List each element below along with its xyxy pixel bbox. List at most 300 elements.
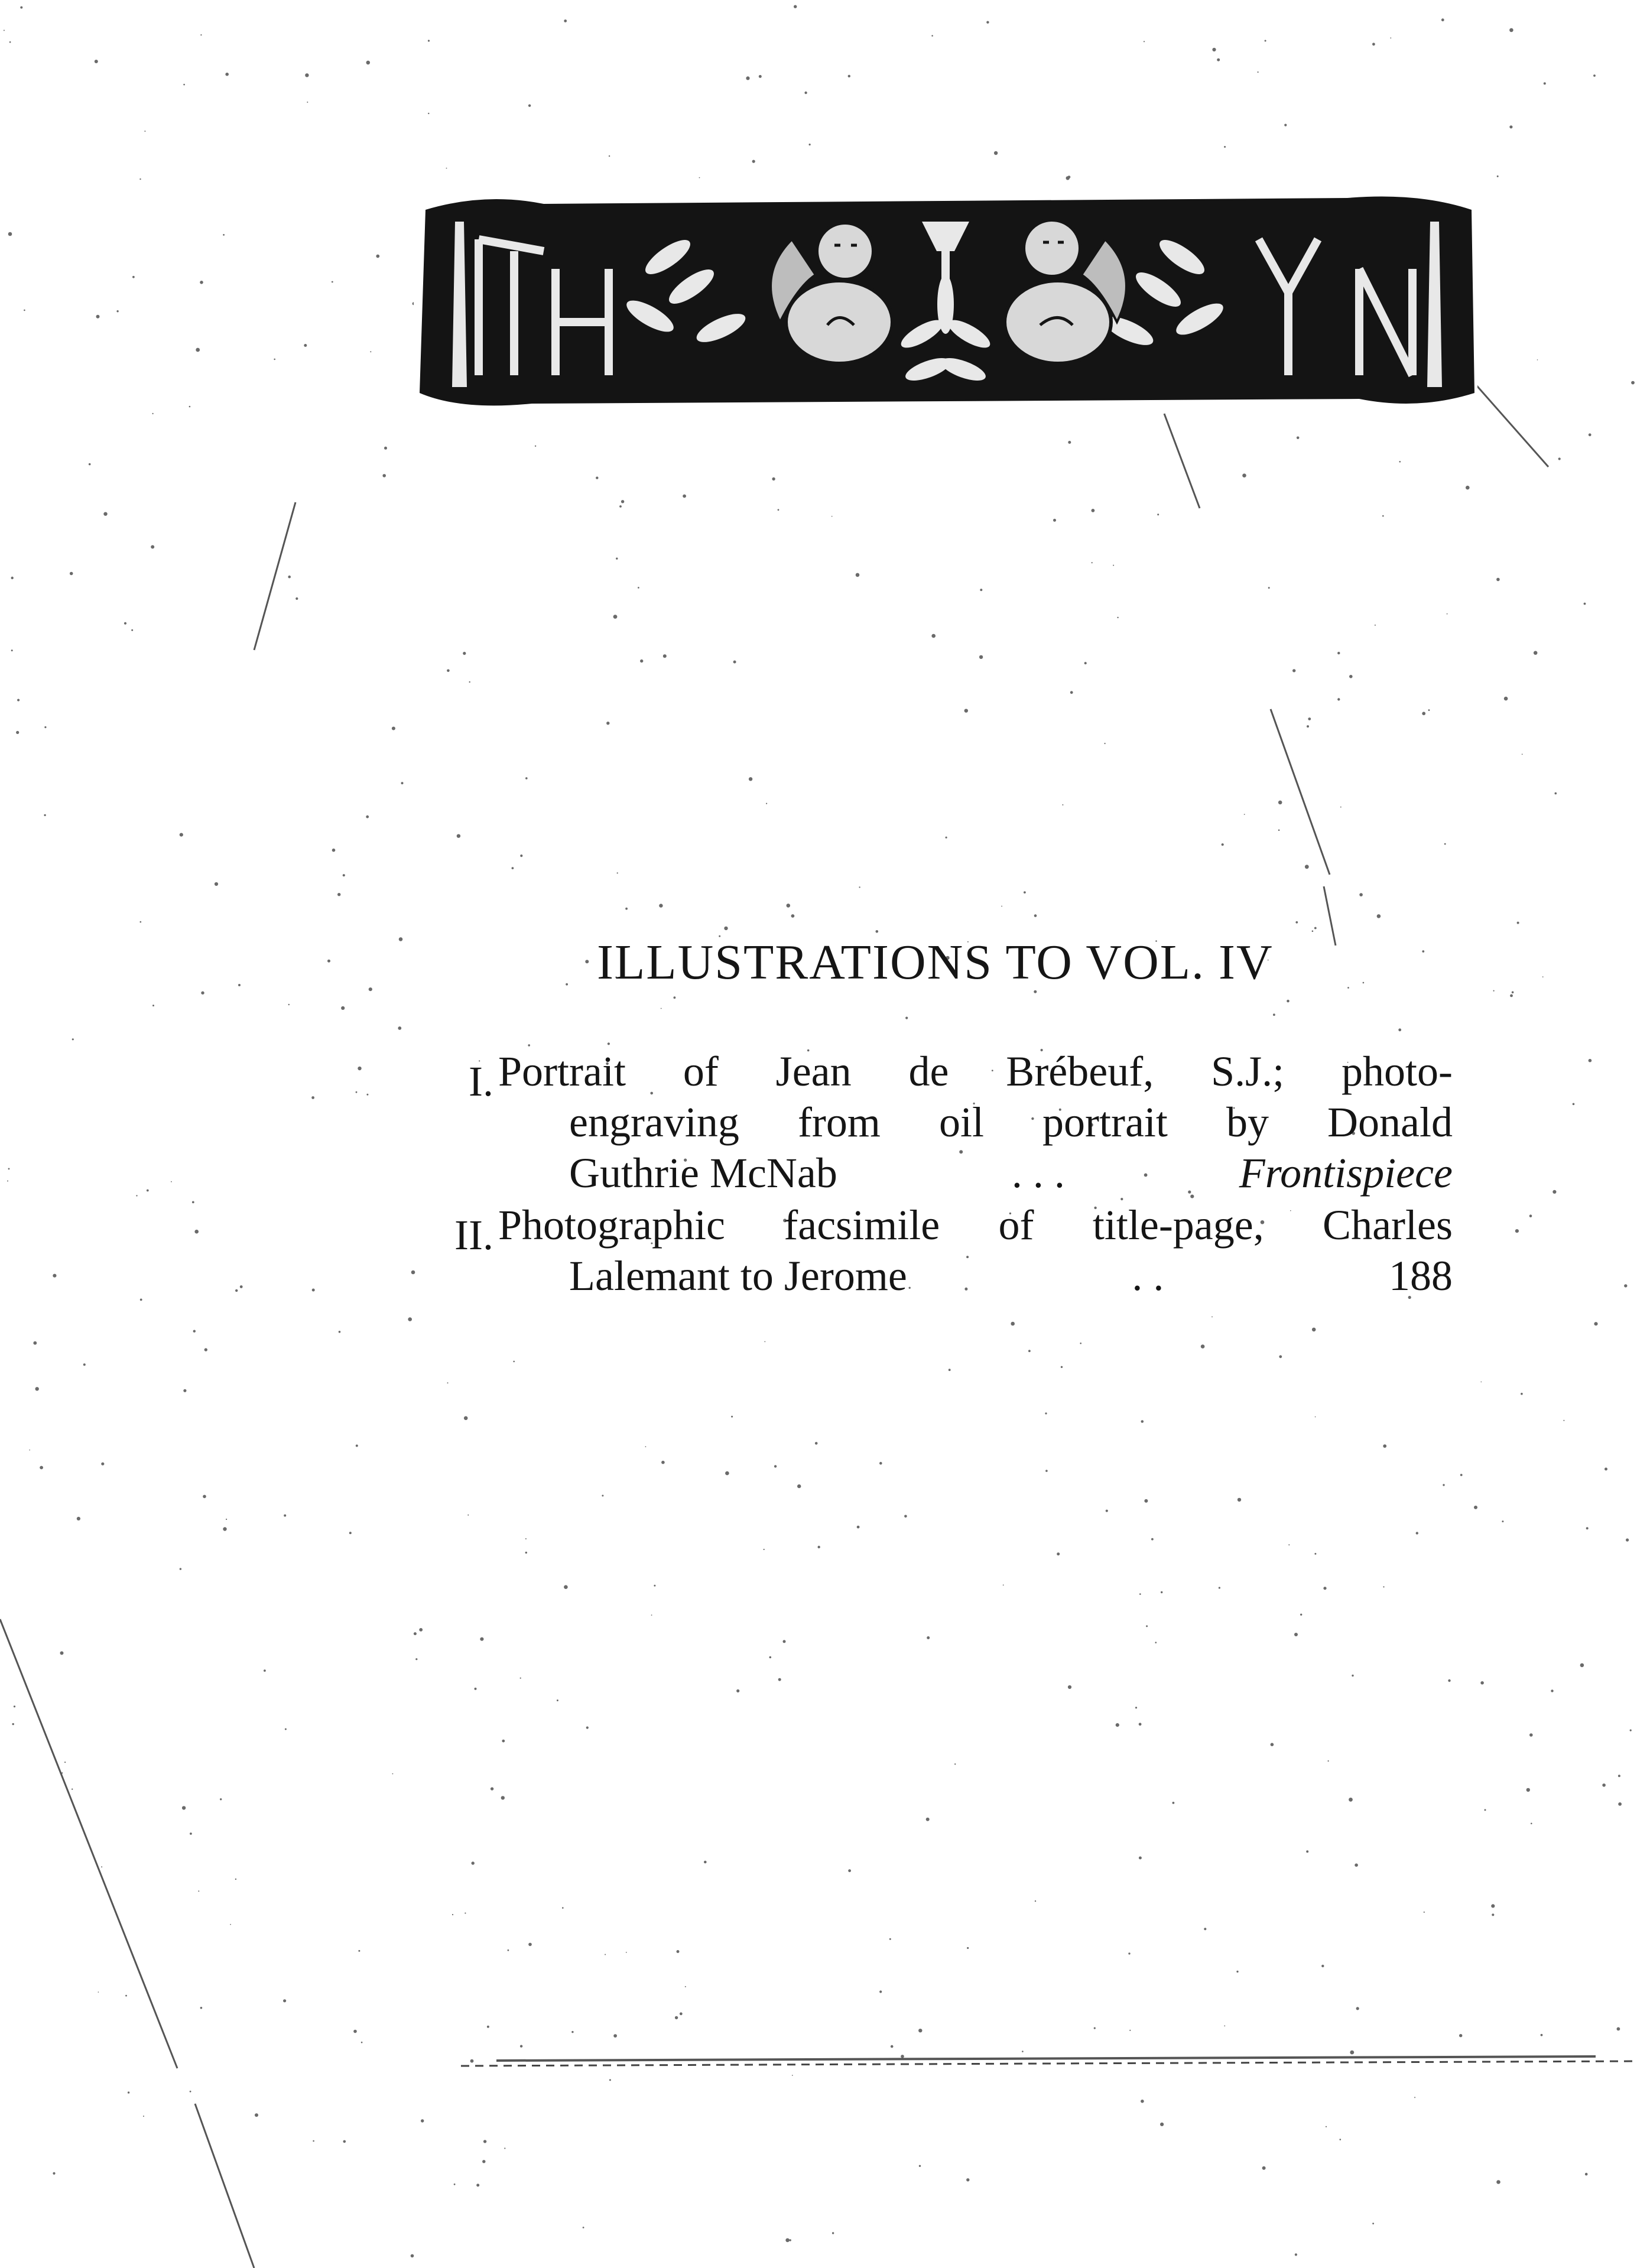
scan-speck <box>1068 441 1071 444</box>
scan-speck <box>1028 1350 1031 1352</box>
scan-speck <box>463 652 466 655</box>
scan-speck <box>1144 1499 1148 1503</box>
scan-speck <box>255 2113 258 2117</box>
scan-speck <box>1515 1229 1519 1233</box>
scan-speck <box>1589 1059 1592 1062</box>
scan-speck <box>1003 1584 1004 1585</box>
scan-speck <box>1544 82 1546 85</box>
scan-speck <box>60 1651 64 1655</box>
scan-speck <box>411 2254 414 2258</box>
scan-speck <box>1106 1510 1108 1512</box>
scan-speck <box>613 615 618 619</box>
scan-speck <box>1555 792 1557 795</box>
scan-speck <box>725 1471 729 1476</box>
scan-speck <box>399 937 403 941</box>
scan-speck <box>609 155 610 157</box>
scan-speck <box>504 2147 505 2149</box>
scan-speck <box>392 1773 394 1775</box>
scan-speck <box>778 509 779 511</box>
scan-speck <box>203 1495 206 1499</box>
scan-speck <box>12 1723 14 1725</box>
scan-speck <box>1172 1802 1175 1804</box>
scan-speck <box>1053 519 1056 522</box>
scan-speck <box>200 34 202 35</box>
scan-speck <box>29 1450 30 1451</box>
scan-speck <box>1113 565 1114 566</box>
page-title: ILLUSTRATIONS TO VOL. IV <box>597 935 1274 990</box>
scan-speck <box>731 1416 733 1418</box>
scan-speck <box>876 930 879 933</box>
scan-speck <box>1585 2173 1588 2176</box>
scan-speck <box>1262 2166 1266 2170</box>
scan-speck <box>1279 1355 1282 1358</box>
leader-dots: . . <box>1132 1252 1164 1299</box>
scan-speck <box>651 1614 652 1616</box>
scan-speck <box>1624 1284 1627 1287</box>
scan-speck <box>640 659 643 662</box>
scan-speck <box>204 1348 207 1351</box>
scan-speck <box>986 21 989 24</box>
scan-speck <box>152 413 154 414</box>
scan-speck <box>1584 603 1586 605</box>
entry-text <box>498 1046 1453 1198</box>
scan-speck <box>1626 1538 1629 1541</box>
scan-speck <box>125 1995 127 1997</box>
scan-speck <box>343 2140 346 2143</box>
scan-speck <box>491 1787 493 1790</box>
scan-speck <box>1466 486 1470 490</box>
scan-speck <box>1139 1857 1142 1860</box>
scan-speck <box>766 803 767 804</box>
scan-speck <box>1390 37 1391 38</box>
scan-speck <box>1416 1532 1418 1534</box>
scan-speck <box>879 1462 882 1465</box>
scan-speck <box>7 1181 8 1182</box>
scan-speck <box>585 960 589 963</box>
scan-speck <box>131 629 133 631</box>
scan-speck <box>1586 1527 1589 1529</box>
scan-speck <box>564 20 567 22</box>
scan-speck <box>1312 930 1314 932</box>
scan-speck <box>384 447 387 450</box>
scan-speck <box>790 2239 791 2241</box>
scan-speck <box>98 1991 99 1993</box>
scan-speck <box>1135 1707 1137 1708</box>
scan-speck <box>677 1950 680 1953</box>
scan-speck <box>1092 509 1095 512</box>
scan-speck <box>95 60 98 63</box>
scan-speck <box>774 1465 777 1467</box>
scan-speck <box>764 1549 765 1550</box>
scan-speck <box>230 1924 231 1925</box>
scan-speck <box>859 886 860 888</box>
scan-speck <box>40 1466 43 1470</box>
scan-speck <box>1326 2126 1327 2127</box>
scan-speck <box>223 234 225 236</box>
scan-speck <box>180 1568 181 1570</box>
scan-speck <box>724 927 727 930</box>
entry-numeral: II. <box>454 1211 493 1259</box>
scan-speck <box>520 1678 521 1679</box>
scan-speck <box>749 777 752 781</box>
scan-speck <box>1349 675 1353 678</box>
scan-speck <box>1414 2097 1415 2098</box>
scan-speck <box>1045 1470 1048 1472</box>
scan-speck <box>1151 1538 1154 1541</box>
scan-speck <box>201 992 204 995</box>
scan-speck <box>1139 1723 1142 1726</box>
scan-speck <box>1001 906 1002 907</box>
page-reference: Frontispiece <box>1239 1149 1453 1197</box>
scan-speck <box>621 500 624 503</box>
scan-speck <box>452 1914 453 1915</box>
scan-speck <box>1300 1614 1302 1616</box>
scan-speck <box>1307 725 1309 727</box>
scan-speck <box>901 2055 904 2058</box>
scan-speck <box>994 151 998 155</box>
scan-speck <box>1618 1775 1620 1777</box>
scan-speck <box>327 960 330 963</box>
scan-speck <box>1315 1416 1316 1418</box>
scan-speck <box>454 2183 456 2185</box>
scan-speck <box>1541 2034 1543 2036</box>
scan-speck <box>361 2042 363 2043</box>
scan-speck <box>1236 1971 1238 1973</box>
scan-speck <box>401 782 404 784</box>
scan-speck <box>349 1532 352 1534</box>
scan-speck <box>1509 28 1513 33</box>
scan-speck <box>1284 124 1287 126</box>
scan-speck <box>482 2160 485 2163</box>
scan-speck <box>946 837 947 839</box>
scan-speck <box>564 1585 568 1589</box>
scan-speck <box>223 1527 226 1531</box>
scan-speck <box>101 1866 102 1867</box>
scan-speck <box>183 84 185 86</box>
scan-speck <box>339 1331 341 1333</box>
scan-speck <box>343 874 345 876</box>
scan-speck <box>1504 697 1508 701</box>
scan-speck <box>487 2026 489 2028</box>
scan-speck <box>787 904 791 908</box>
scan-speck <box>1295 2253 1297 2256</box>
scan-speck <box>1022 2051 1024 2052</box>
scan-speck <box>1509 125 1512 128</box>
scan-speck <box>1340 807 1342 808</box>
scan-speck <box>1593 74 1596 77</box>
scan-speck <box>465 1912 466 1913</box>
scan-speck <box>857 1526 860 1529</box>
scan-speck <box>661 1461 665 1464</box>
scan-speck <box>341 1006 345 1010</box>
scan-speck <box>1157 514 1159 515</box>
scan-speck <box>1314 1553 1316 1555</box>
scan-speck <box>480 1637 483 1641</box>
scan-speck <box>1424 1912 1425 1913</box>
scan-speck <box>101 1463 104 1466</box>
scan-speck <box>794 5 797 8</box>
scan-speck <box>1422 712 1425 716</box>
scan-speck <box>1116 1723 1119 1727</box>
scan-speck <box>238 984 241 986</box>
scan-speck <box>919 2165 921 2167</box>
scan-speck <box>235 1879 236 1880</box>
scan-speck <box>675 2016 678 2019</box>
scan-speck <box>1080 1343 1081 1344</box>
scan-speck <box>446 168 447 169</box>
scan-speck <box>1481 1382 1482 1383</box>
scan-speck <box>1377 914 1381 918</box>
scan-speck <box>1602 1783 1606 1787</box>
scan-speck <box>769 1656 772 1659</box>
scan-speck <box>200 281 203 284</box>
scan-speck <box>356 1445 358 1447</box>
scan-speck <box>1061 1366 1063 1368</box>
scan-speck <box>240 1285 243 1288</box>
scan-speck <box>785 2238 790 2243</box>
scan-speck <box>1024 891 1026 893</box>
scan-speck <box>139 178 141 180</box>
scan-speck <box>414 1632 417 1635</box>
entry-text <box>498 1200 1453 1301</box>
scan-speck <box>70 572 73 576</box>
scan-speck <box>1349 1798 1353 1802</box>
scan-speck <box>1359 893 1363 896</box>
scan-speck <box>613 2034 617 2038</box>
scan-speck <box>1278 801 1282 805</box>
scan-speck <box>832 516 833 517</box>
scan-speck <box>1045 1412 1047 1414</box>
scan-speck <box>764 1341 765 1343</box>
scan-speck <box>1580 1663 1584 1668</box>
scan-speck <box>447 1382 449 1383</box>
scan-speck <box>1068 176 1071 178</box>
scan-speck <box>353 2030 357 2033</box>
scan-speck <box>1129 2030 1131 2031</box>
scan-speck <box>421 2119 424 2122</box>
scan-speck <box>752 160 755 163</box>
scan-speck <box>147 1190 149 1192</box>
scan-speck <box>193 1330 196 1333</box>
scan-speck <box>525 777 528 779</box>
scan-speck <box>1493 990 1495 992</box>
entry-line <box>498 1148 1453 1198</box>
scan-speck <box>1288 1544 1290 1545</box>
leader-dots: . . . <box>1011 1149 1065 1197</box>
scan-speck <box>4 30 5 31</box>
scan-speck <box>856 573 860 577</box>
scan-speck <box>608 1042 610 1045</box>
scan-speck <box>190 1832 192 1835</box>
scan-speck <box>566 983 568 986</box>
scan-speck <box>33 1341 37 1345</box>
scan-speck <box>1491 1904 1495 1908</box>
scan-speck <box>685 1986 686 1987</box>
scan-speck <box>931 634 936 638</box>
scan-speck <box>332 281 333 283</box>
scan-speck <box>1447 613 1448 615</box>
scan-speck <box>288 1004 290 1005</box>
scan-speck <box>1265 40 1266 42</box>
scan-speck <box>398 1026 401 1030</box>
scan-speck <box>1382 515 1384 517</box>
scan-speck <box>1589 433 1591 436</box>
scan-speck <box>183 1389 186 1392</box>
scan-speck <box>304 344 307 347</box>
scan-speck <box>415 1658 417 1660</box>
entry-line: engraving from oil portrait by Donald <box>569 1099 1453 1146</box>
scan-speck <box>428 113 429 114</box>
scan-speck <box>1448 1679 1450 1682</box>
scan-speck <box>1496 2180 1500 2184</box>
scan-speck <box>528 1943 532 1947</box>
scan-speck <box>1323 1587 1326 1590</box>
scan-speck <box>14 1705 15 1707</box>
scan-speck <box>35 1387 39 1390</box>
scan-speck <box>1314 927 1317 930</box>
scan-speck <box>53 2172 55 2175</box>
scan-speck <box>904 1515 907 1518</box>
scan-speck <box>124 622 126 625</box>
scan-speck <box>1204 1928 1206 1930</box>
scan-speck <box>1160 2123 1164 2126</box>
scan-speck <box>144 131 145 132</box>
scan-speck <box>11 649 13 651</box>
scan-speck <box>1594 1322 1597 1325</box>
scan-speck <box>1502 1520 1503 1522</box>
scan-speck <box>1551 1689 1553 1692</box>
scan-speck <box>746 76 749 80</box>
scan-speck <box>392 727 395 730</box>
scan-speck <box>1398 1028 1401 1031</box>
scan-speck <box>198 1890 199 1892</box>
scan-speck <box>9 41 11 43</box>
scan-speck <box>1258 72 1259 73</box>
scan-speck <box>1340 2139 1342 2140</box>
scan-speck <box>926 1818 930 1821</box>
scan-speck <box>283 1999 286 2002</box>
scan-speck <box>1308 717 1311 720</box>
scan-speck <box>103 512 107 516</box>
scan-speck <box>1070 691 1073 694</box>
scan-speck <box>571 2031 573 2033</box>
scan-speck <box>274 359 275 360</box>
scan-speck <box>152 1005 154 1006</box>
scan-speck <box>140 921 142 923</box>
scan-speck <box>736 1689 739 1692</box>
scan-speck <box>1092 562 1093 563</box>
scan-speck <box>528 105 531 107</box>
scan-speck <box>617 872 618 873</box>
scan-speck <box>1573 1103 1575 1106</box>
scan-speck <box>1355 1863 1358 1867</box>
scan-speck <box>1146 1625 1148 1627</box>
scan-speck <box>1630 1730 1632 1731</box>
scan-speck <box>235 1289 238 1292</box>
entry-line: Portrait of Jean de Brébeuf, S.J.; photo- <box>498 1048 1453 1095</box>
scan-speck <box>832 2232 834 2234</box>
scan-speck <box>1372 43 1375 46</box>
scan-speck <box>472 1861 475 1864</box>
scan-speck <box>447 670 450 672</box>
scan-speck <box>659 904 662 907</box>
scan-speck <box>1035 1900 1036 1902</box>
scan-speck <box>1062 804 1063 805</box>
scan-speck <box>358 1067 361 1070</box>
scan-speck <box>376 255 379 258</box>
scan-speck <box>1034 914 1037 917</box>
scan-speck <box>467 1515 469 1516</box>
scan-speck <box>1444 843 1446 845</box>
scan-speck <box>8 1168 10 1170</box>
scan-speck <box>683 495 686 498</box>
scan-speck <box>1497 176 1499 177</box>
scan-speck <box>312 1289 315 1292</box>
woodcut-headpiece-icon <box>414 186 1477 411</box>
scan-speck <box>602 1495 603 1497</box>
scan-speck <box>1542 976 1544 977</box>
scan-speck <box>284 1515 286 1517</box>
scan-speck <box>89 463 91 466</box>
scan-speck <box>927 1636 930 1639</box>
scan-speck <box>520 2045 522 2048</box>
scan-speck <box>370 351 371 352</box>
scan-speck <box>1510 995 1513 997</box>
scan-speck <box>1201 1344 1205 1349</box>
scan-speck <box>525 1538 527 1539</box>
scan-speck <box>1068 1685 1071 1689</box>
scan-speck <box>815 1442 818 1445</box>
scan-speck <box>1337 698 1340 700</box>
scan-speck <box>132 276 135 278</box>
scan-speck <box>1383 1444 1386 1448</box>
scan-speck <box>783 1640 786 1643</box>
scan-speck <box>1617 2027 1620 2031</box>
scan-speck <box>818 1546 820 1548</box>
scan-speck <box>1383 1586 1384 1587</box>
scan-speck <box>1517 922 1519 924</box>
scan-speck <box>606 722 609 724</box>
scan-speck <box>220 1798 222 1800</box>
scan-speck <box>1441 18 1444 21</box>
scan-speck <box>366 815 369 818</box>
scan-speck <box>1287 1000 1290 1003</box>
scan-speck <box>72 1038 74 1040</box>
scan-speck <box>53 1274 56 1278</box>
scan-speck <box>772 477 775 480</box>
scan-speck <box>674 996 676 999</box>
scan-speck <box>311 1096 314 1099</box>
scan-speck <box>143 2116 144 2117</box>
scan-speck <box>1141 1420 1144 1423</box>
scan-speck <box>809 144 811 145</box>
scan-speck <box>1117 617 1118 618</box>
scan-speck <box>194 1230 199 1234</box>
scan-speck <box>1128 1952 1130 1954</box>
scan-speck <box>1244 814 1245 815</box>
scan-speck <box>1352 1675 1353 1676</box>
scan-speck <box>313 2140 314 2142</box>
scan-speck <box>469 681 470 683</box>
scan-speck <box>626 1952 627 1953</box>
scan-speck <box>596 477 598 479</box>
scan-speck <box>1321 1965 1324 1967</box>
scan-speck <box>190 2091 191 2092</box>
scan-speck <box>1558 457 1561 460</box>
scan-speck <box>586 1727 589 1729</box>
scan-speck <box>848 1869 851 1872</box>
scan-speck <box>1443 1484 1444 1486</box>
